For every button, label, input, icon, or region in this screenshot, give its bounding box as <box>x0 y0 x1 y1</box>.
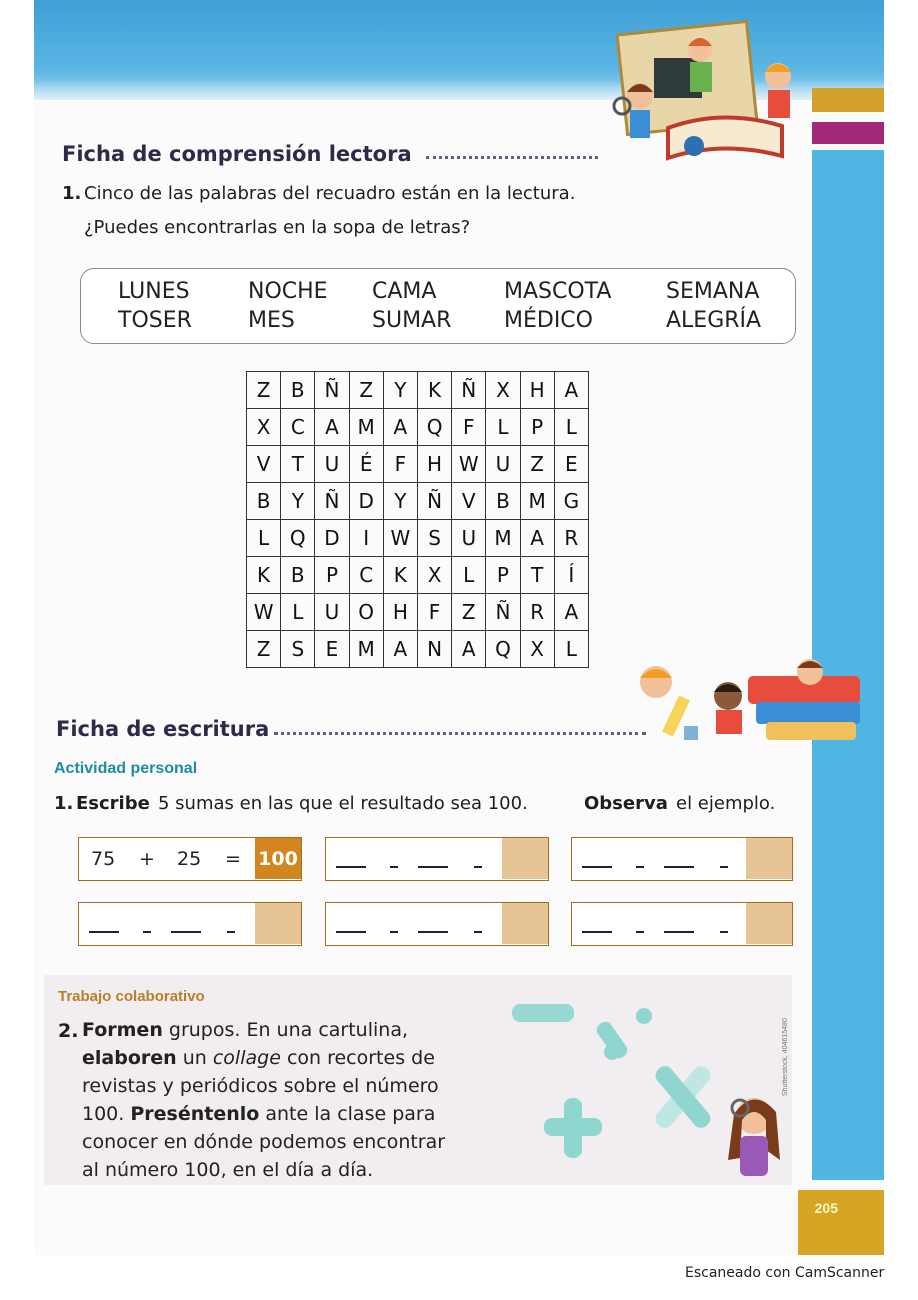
grid-row <box>247 631 589 668</box>
blank-line <box>418 866 448 868</box>
grid-letter-cell[interactable]: A <box>315 409 349 446</box>
word-search-grid[interactable] <box>246 371 589 668</box>
blank-line <box>720 931 728 933</box>
example-addend-a: 75 <box>91 848 116 870</box>
grid-letter-cell[interactable]: Y <box>383 483 417 520</box>
blank-line <box>664 866 694 868</box>
grid-letter-cell[interactable]: F <box>417 594 451 631</box>
grid-letter-cell[interactable]: O <box>349 594 383 631</box>
grid-letter-cell[interactable]: L <box>281 594 315 631</box>
grid-letter-cell[interactable]: T <box>281 446 315 483</box>
example-equals: = <box>225 848 241 870</box>
grid-letter-cell[interactable]: F <box>383 446 417 483</box>
collab-text: con recortes de <box>286 1047 435 1069</box>
q1-instruction-line1: Cinco de las palabras del recuadro están en la lectura. <box>84 183 576 204</box>
grid-letter-cell[interactable]: H <box>383 594 417 631</box>
word-item: MASCOTA <box>504 279 612 304</box>
blank-line <box>171 931 201 933</box>
grid-letter-cell[interactable]: M <box>520 483 554 520</box>
grid-letter-cell[interactable]: X <box>520 631 554 668</box>
collab-verb-formen: Formen <box>82 1019 163 1041</box>
grid-letter-cell[interactable]: V <box>247 446 281 483</box>
grid-letter-cell[interactable]: F <box>452 409 486 446</box>
grid-letter-cell[interactable]: W <box>383 520 417 557</box>
grid-row <box>247 557 589 594</box>
grid-letter-cell[interactable]: P <box>486 557 520 594</box>
grid-letter-cell[interactable]: Ñ <box>315 483 349 520</box>
grid-row <box>247 446 589 483</box>
grid-letter-cell[interactable]: M <box>349 631 383 668</box>
grid-letter-cell[interactable]: M <box>349 409 383 446</box>
grid-letter-cell[interactable]: Z <box>247 372 281 409</box>
grid-letter-cell[interactable]: W <box>452 446 486 483</box>
sum-answer-box[interactable] <box>571 837 793 881</box>
blank-line <box>474 866 482 868</box>
blank-line <box>664 931 694 933</box>
collab-italic-collage: collage <box>212 1047 281 1069</box>
word-item: TOSER <box>118 308 192 333</box>
grid-letter-cell[interactable]: M <box>486 520 520 557</box>
result-cell[interactable] <box>255 903 301 944</box>
grid-letter-cell[interactable]: P <box>520 409 554 446</box>
grid-letter-cell[interactable]: A <box>520 520 554 557</box>
grid-letter-cell[interactable]: W <box>247 594 281 631</box>
grid-letter-cell[interactable]: E <box>315 631 349 668</box>
escritura-q1-number: 1. <box>54 793 74 814</box>
collab-line: revistas y periódicos sobre el número <box>82 1075 439 1097</box>
trabajo-colaborativo-label: Trabajo colaborativo <box>58 988 205 1005</box>
grid-letter-cell[interactable]: P <box>315 557 349 594</box>
word-item: CAMA <box>372 279 437 304</box>
word-item: SEMANA <box>666 279 760 304</box>
title-dotted-leader <box>426 156 598 159</box>
blank-line <box>390 866 398 868</box>
grid-letter-cell[interactable]: A <box>383 409 417 446</box>
collab-line: conocer en dónde podemos encontrar <box>82 1131 446 1153</box>
grid-letter-cell[interactable]: T <box>520 557 554 594</box>
grid-letter-cell[interactable]: B <box>486 483 520 520</box>
grid-letter-cell[interactable]: Z <box>349 372 383 409</box>
word-item: ALEGRÍA <box>666 308 762 333</box>
grid-letter-cell[interactable]: Y <box>281 483 315 520</box>
grid-letter-cell[interactable]: I <box>349 520 383 557</box>
grid-letter-cell[interactable]: Ñ <box>315 372 349 409</box>
section-tab-purple <box>812 122 884 144</box>
blank-line <box>582 931 612 933</box>
blank-line <box>143 931 151 933</box>
grid-letter-cell[interactable]: H <box>520 372 554 409</box>
blank-line <box>336 931 366 933</box>
math-symbols-illustration <box>504 990 794 1180</box>
grid-letter-cell[interactable]: Z <box>452 594 486 631</box>
image-credit: Shutterstock, 404615480 <box>782 1018 789 1096</box>
textbook-page <box>34 0 884 1255</box>
escritura-title: Ficha de escritura <box>56 717 270 741</box>
sum-answer-box[interactable] <box>571 902 793 946</box>
word-item: LUNES <box>118 279 190 304</box>
example-sum <box>78 837 302 881</box>
grid-letter-cell[interactable]: Q <box>281 520 315 557</box>
escritura-q1-end: el ejemplo. <box>676 793 776 814</box>
collab-verb-presentenlo: Preséntenlo <box>130 1103 260 1125</box>
collab-text: 100. <box>82 1103 125 1125</box>
grid-letter-cell[interactable]: X <box>486 372 520 409</box>
grid-row <box>247 483 589 520</box>
grid-letter-cell[interactable]: U <box>452 520 486 557</box>
grid-letter-cell[interactable]: B <box>247 483 281 520</box>
grid-letter-cell[interactable]: Y <box>383 372 417 409</box>
grid-letter-cell[interactable]: K <box>417 372 451 409</box>
blank-line <box>582 866 612 868</box>
collab-line: al número 100, en el día a día. <box>82 1159 374 1181</box>
collab-line <box>82 1100 492 1128</box>
grid-letter-cell[interactable]: U <box>486 446 520 483</box>
q1-instruction-line2: ¿Puedes encontrarlas en la sopa de letras? <box>84 217 471 238</box>
grid-letter-cell[interactable]: A <box>383 631 417 668</box>
grid-row <box>247 409 589 446</box>
grid-letter-cell[interactable]: X <box>247 409 281 446</box>
word-item: NOCHE <box>248 279 328 304</box>
grid-letter-cell[interactable]: Ñ <box>417 483 451 520</box>
grid-letter-cell[interactable]: H <box>417 446 451 483</box>
q1-number: 1. <box>62 183 82 204</box>
scanner-watermark: Escaneado con CamScanner <box>685 1265 885 1281</box>
example-addend-b: 25 <box>177 848 202 870</box>
grid-letter-cell[interactable]: L <box>554 409 588 446</box>
grid-letter-cell[interactable]: R <box>520 594 554 631</box>
grid-letter-cell[interactable]: C <box>281 409 315 446</box>
blank-line <box>636 931 644 933</box>
grid-letter-cell[interactable]: E <box>554 446 588 483</box>
grid-letter-cell[interactable]: B <box>281 557 315 594</box>
result-cell[interactable] <box>746 838 792 879</box>
grid-letter-cell[interactable]: D <box>349 483 383 520</box>
example-plus: + <box>139 848 155 870</box>
grid-letter-cell[interactable]: U <box>315 594 349 631</box>
escritura-q1-verb: Escribe <box>76 793 150 814</box>
grid-letter-cell[interactable]: L <box>452 557 486 594</box>
kids-reading-illustration <box>582 18 814 168</box>
page-number: 205 <box>814 1200 838 1216</box>
grid-row <box>247 520 589 557</box>
collab-number: 2. <box>58 1020 79 1042</box>
blank-line <box>336 866 366 868</box>
word-item: SUMAR <box>372 308 452 333</box>
grid-letter-cell[interactable]: K <box>383 557 417 594</box>
grid-letter-cell[interactable]: Í <box>554 557 588 594</box>
grid-letter-cell[interactable]: Ñ <box>452 372 486 409</box>
word-item: MÉDICO <box>504 308 593 333</box>
result-cell[interactable] <box>746 903 792 944</box>
sum-answer-box[interactable] <box>78 902 302 946</box>
grid-row <box>247 594 589 631</box>
grid-letter-cell[interactable]: L <box>486 409 520 446</box>
section-tab-gold <box>812 88 884 112</box>
title-dotted-leader <box>274 732 646 735</box>
grid-letter-cell[interactable]: U <box>315 446 349 483</box>
collab-text: ante la clase para <box>265 1103 436 1125</box>
word-item: MES <box>248 308 295 333</box>
grid-letter-cell[interactable]: C <box>349 557 383 594</box>
escritura-q1-text: 5 sumas en las que el resultado sea 100. <box>158 793 528 814</box>
grid-letter-cell[interactable]: Ñ <box>486 594 520 631</box>
actividad-personal-label: Actividad personal <box>54 760 198 777</box>
grid-letter-cell[interactable]: K <box>247 557 281 594</box>
blank-line <box>636 866 644 868</box>
sum-answer-box[interactable] <box>325 837 549 881</box>
blank-line <box>474 931 482 933</box>
collab-line <box>82 1016 492 1044</box>
collab-paragraph <box>82 1016 492 1184</box>
grid-letter-cell[interactable]: V <box>452 483 486 520</box>
example-result: 100 <box>258 848 298 870</box>
collab-verb-elaboren: elaboren <box>82 1047 177 1069</box>
blank-line <box>720 866 728 868</box>
grid-letter-cell[interactable]: B <box>281 372 315 409</box>
grid-letter-cell[interactable]: S <box>281 631 315 668</box>
grid-letter-cell[interactable]: A <box>554 594 588 631</box>
collab-text: un <box>182 1047 207 1069</box>
comprension-title: Ficha de comprensión lectora <box>62 142 412 166</box>
grid-letter-cell[interactable]: É <box>349 446 383 483</box>
blank-line <box>418 931 448 933</box>
result-cell[interactable] <box>502 838 548 879</box>
grid-letter-cell[interactable]: R <box>554 520 588 557</box>
kids-books-illustration <box>628 656 872 756</box>
grid-letter-cell[interactable]: G <box>554 483 588 520</box>
escritura-q1-verb2: Observa <box>584 793 668 814</box>
blank-line <box>390 931 398 933</box>
grid-letter-cell[interactable]: X <box>417 557 451 594</box>
collab-line <box>82 1044 492 1072</box>
grid-letter-cell[interactable]: L <box>247 520 281 557</box>
collab-text: grupos. En una cartulina, <box>168 1019 408 1041</box>
grid-row <box>247 372 589 409</box>
blank-line <box>227 931 235 933</box>
grid-letter-cell[interactable]: S <box>417 520 451 557</box>
blank-line <box>89 931 119 933</box>
grid-letter-cell[interactable]: N <box>417 631 451 668</box>
grid-letter-cell[interactable]: Z <box>520 446 554 483</box>
grid-letter-cell[interactable]: A <box>452 631 486 668</box>
grid-letter-cell[interactable]: Q <box>486 631 520 668</box>
result-cell[interactable] <box>502 903 548 944</box>
grid-letter-cell[interactable]: Q <box>417 409 451 446</box>
grid-letter-cell[interactable]: L <box>554 631 588 668</box>
grid-letter-cell[interactable]: Z <box>247 631 281 668</box>
grid-letter-cell[interactable]: D <box>315 520 349 557</box>
grid-letter-cell[interactable]: A <box>554 372 588 409</box>
sum-answer-box[interactable] <box>325 902 549 946</box>
